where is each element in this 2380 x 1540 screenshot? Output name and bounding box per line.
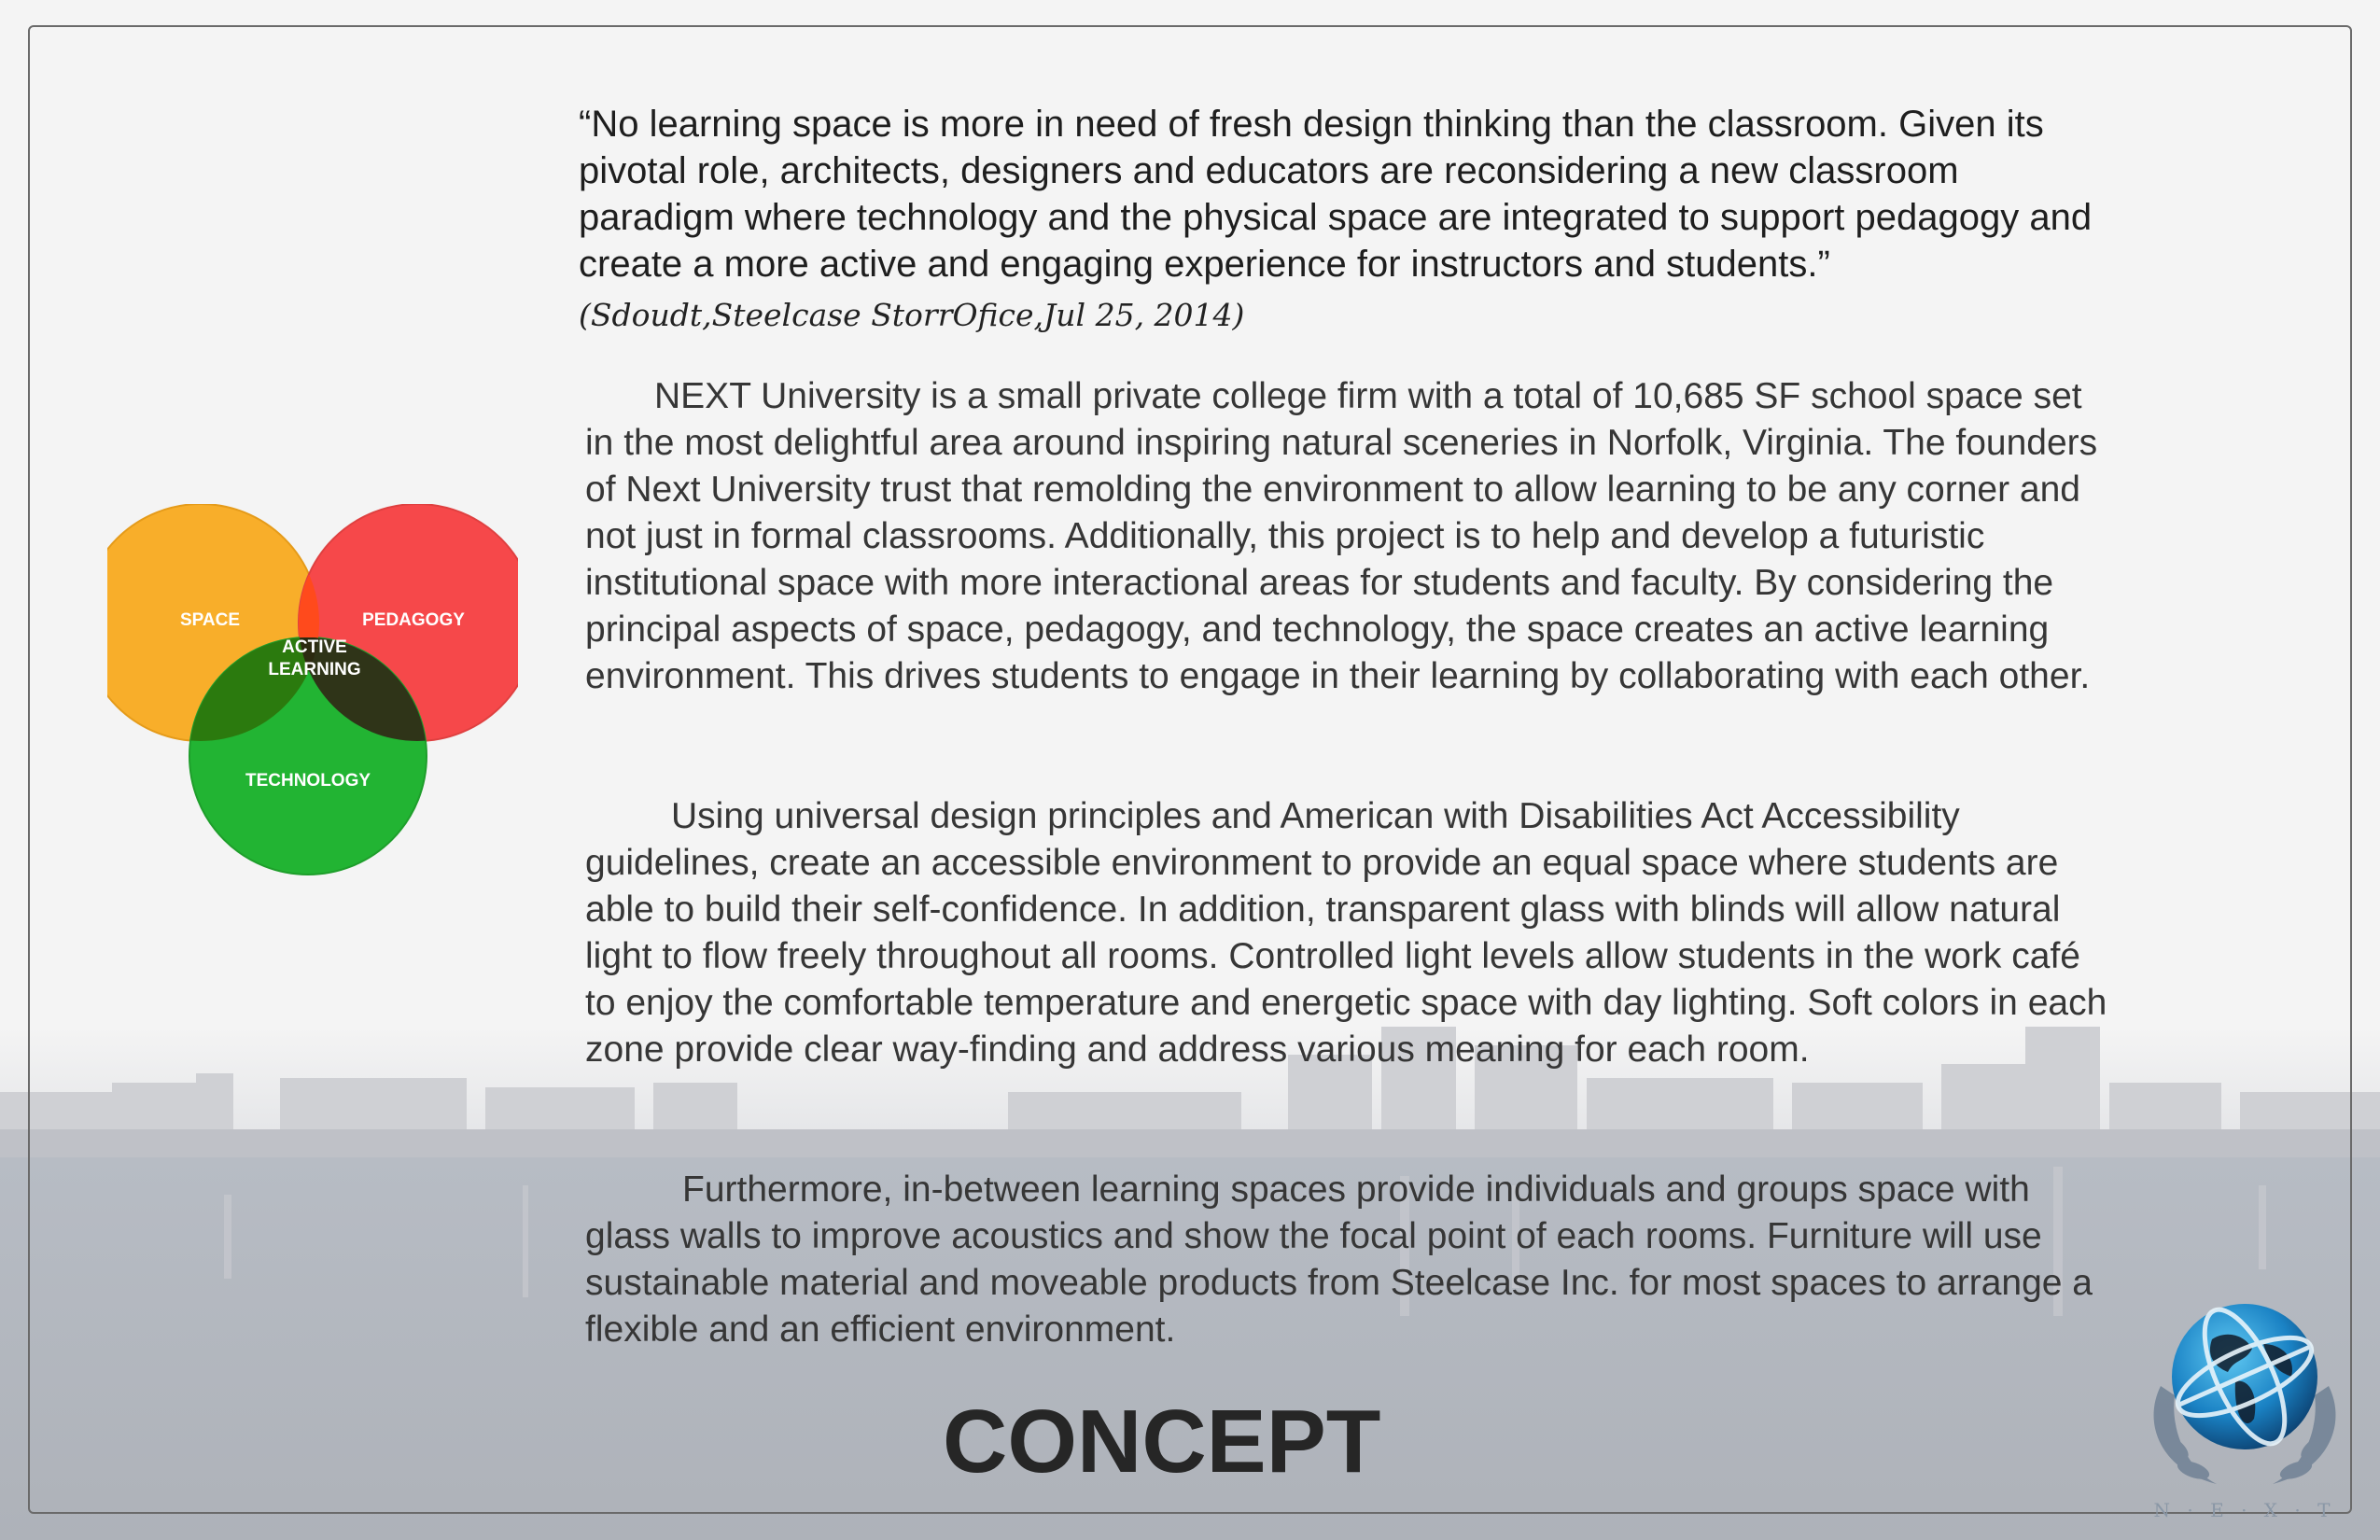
paragraph-accessibility: Using universal design principles and American with Disabilities Act Accessibility guidelines, create an accessible environment to provide an equal space where students are able to build their self-confidence. In addition, transparent glass with blinds will allow natural light to flow freely throughout all rooms. Controlled light levels allow students in the work café to enjoy the comfortable temperature and energetic space with day lighting. Soft colors in each zone provide clear way-finding and address various meaning for each room. [585,796,2107,1070]
globe-wreath-icon [2123,1293,2366,1521]
pull-quote: “No learning space is more in need of fresh design thinking than the classroom. Given its pivotal role, architects, designers and educators are reconsidering a new classroom paradigm where technology and the physical space are integrated to support pedagogy and create a more active and engaging experience for instructors and students.” [579,104,2093,285]
logo-wordmark: N · E · X · T [2153,1499,2336,1521]
quote-citation: (Sdoudt,Steelcase StorrOfice,Jul 25, 2014) [579,297,1245,333]
paragraph-intro: NEXT University is a small private college firm with a total of 10,685 SF school space set in the most delightful area around inspiring natural sceneries in Norfolk, Virginia. The founders of Next University trust that remolding the environment to allow learning to be any corner and not just in formal classrooms. Additionally, this project is to help and develop a futuristic institutional space with more interactional areas for students and faculty. By considering the principal aspects of space, pedagogy, and technology, the space creates an active learning environment. This drives students to engage in their learning by collaborating with each other. [585,376,2098,696]
venn-label-center-line2: LEARNING [268,660,361,679]
venn-label-center-line1: ACTIVE [282,637,347,657]
venn-label-space: SPACE [179,610,241,630]
paragraph-furniture: Furthermore, in-between learning spaces provide individuals and groups space with glass walls to improve acoustics and show the focal point of each rooms. Furniture will use sustainable material and moveable products from Steelcase Inc. for most spaces to arrange a flexible and an efficient environment. [585,1169,2093,1350]
venn-label-technology: TECHNOLOGY [245,771,371,791]
active-learning-venn-diagram [107,504,518,877]
page-title: CONCEPT [943,1392,1381,1491]
venn-label-pedagogy: PEDAGOGY [362,610,465,630]
